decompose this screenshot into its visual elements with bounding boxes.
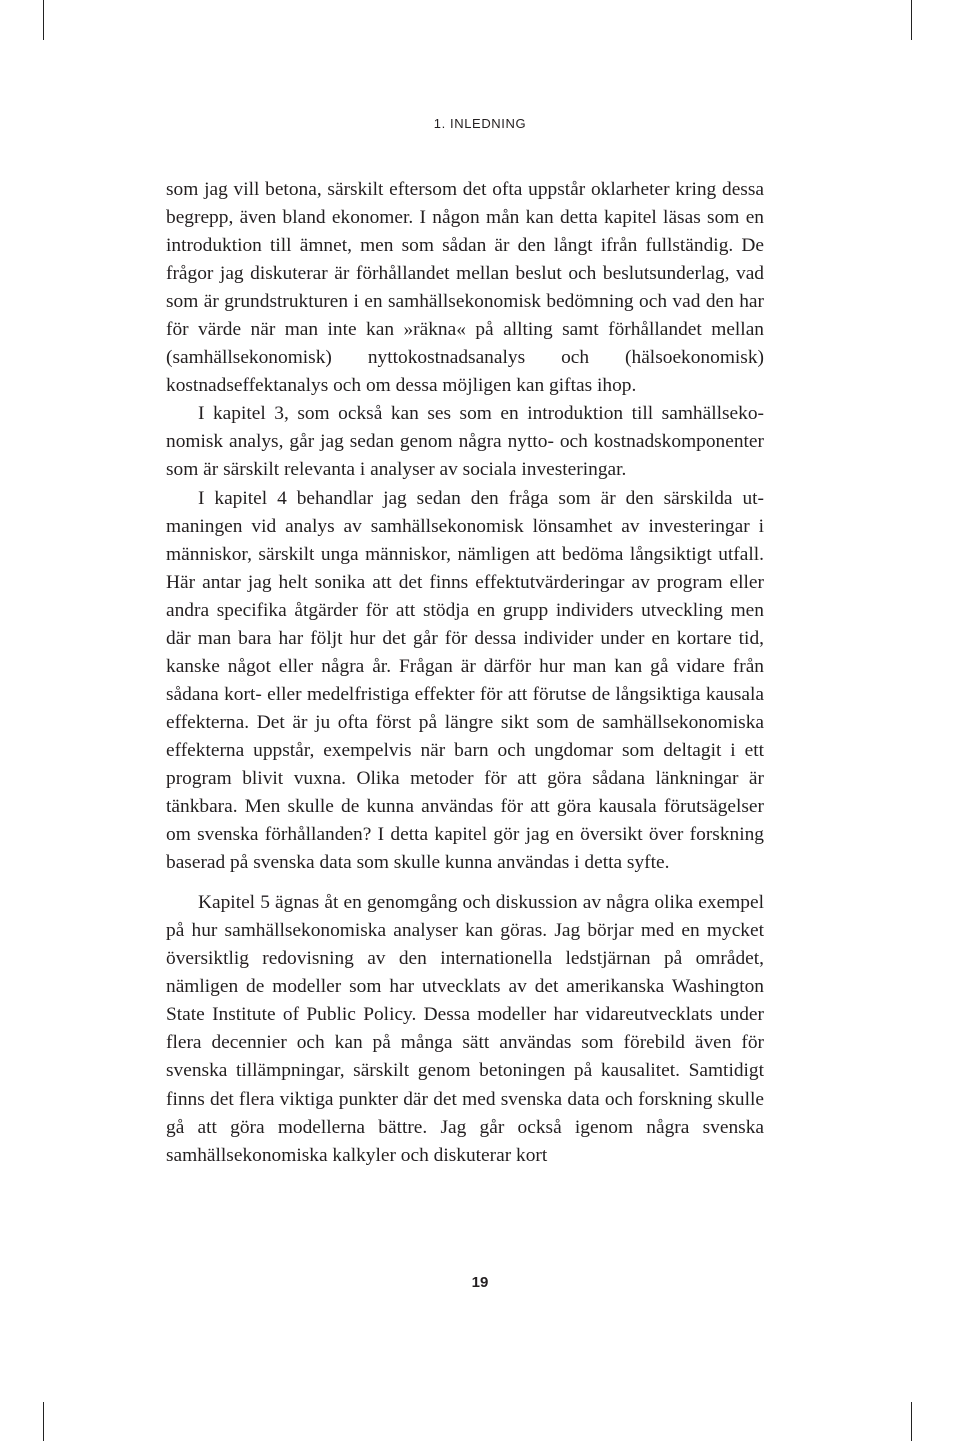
page-number: 19 [471,1274,489,1291]
paragraph-3: I kapitel 4 behandlar jag sedan den fråga som är den särskilda utmaningen vid analys av samhällsekonomisk lönsamhet av investeringar i människor, särskilt unga människor, nämligen att bedöma långsiktigt utfall. Här antar jag helt sonika att det finns effektutvärderingar av program eller andra specifika åtgärder för att stödja en grupp individers utveckling men där man bara har följt hur det går för dessa individer under en kortare tid, kanske något eller några år. Frågan är därför hur man kan gå vidare från sådana kort- eller medelfristiga effekter för att förutse de långsiktiga kausala effekterna. Det är ju ofta först på längre sikt som de samhällsekonomiska effekterna uppstår, exempelvis när barn och ungdomar som deltagit i ett program blivit vuxna. Olika metoder för att göra sådana länkningar är tänkbara. Men skulle de kunna användas för att göra kausala förutsägelser om svenska förhållanden? I detta kapitel gör jag en översikt över forskning baserad på svenska data som skulle kunna användas i detta syfte. [166,487,764,874]
paragraph-1: som jag vill betona, särskilt eftersom det ofta uppstår oklarheter kring dessa begrepp, även bland ekonomer. I någon mån kan detta kapitel läsas som en introduktion till ämnet, men som sådan är den långt ifrån fullständig. De frågor jag diskuterar är förhållandet mellan beslut och beslutsunderlag, vad som är grundstrukturen i en samhällsekonomisk bedömning och vad den har för värde när man inte kan »räkna« på allting samt förhållandet mellan (samhällsekonomisk) nyttokostnadsanalys och (hälsoekonomisk) kostnadseffektanalys och om dessa möjligen kan giftas ihop. [166,179,764,397]
paragraph-4: Kapitel 5 ägnas åt en genomgång och diskussion av några olika exempel på hur samhällsekonomiska analyser kan göras. Jag börjar med en mycket översiktlig redovisning av den internationella ledstjärnan på området, nämligen de modeller som har utvecklats av det amerikanska Washington State Institute of Public Policy. Dessa modeller har vidareutvecklats under flera decennier och kan på många sätt användas som förebild även för svenska tillämpningar, särskilt genom betoningen på kausalitet. Samtidigt finns det flera viktiga punkter där det med svenska data och forskning skulle gå att göra modellerna bättre. Jag går också igenom några svenska samhällsekonomiska kalkyler och diskuterar kort [166,892,764,1166]
paragraph-2: I kapitel 3, som också kan ses som en introduktion till samhällsekonomisk analys, går jag sedan genom några nytto- och kostnadskomponenter som är särskilt relevanta i analyser av sociala investeringar. [166,403,764,481]
crop-mark-top-left [43,0,44,40]
crop-mark-bottom-right [911,1402,912,1441]
body-text [166,176,764,1170]
crop-mark-top-right [911,0,912,40]
crop-mark-bottom-left [43,1402,44,1441]
running-head: 1. INLEDNING [433,116,527,131]
